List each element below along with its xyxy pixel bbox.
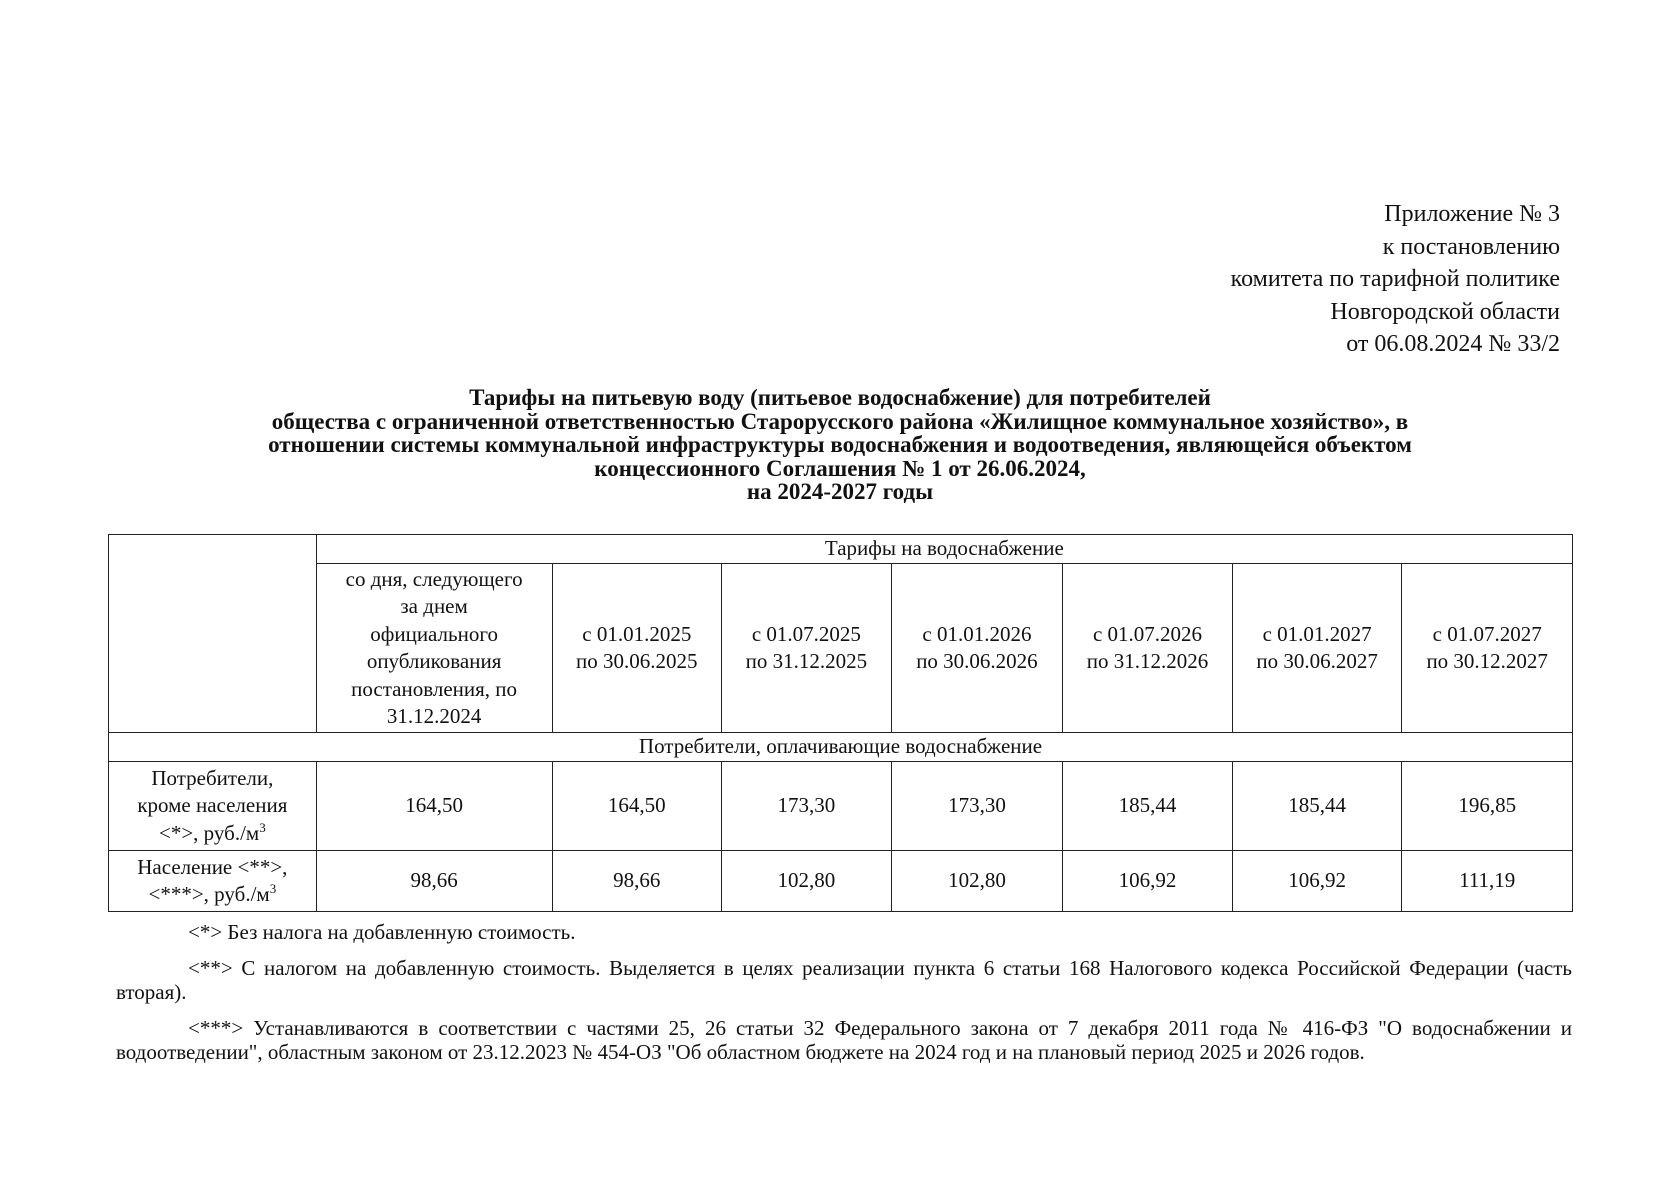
table-row: [109, 851, 1573, 912]
unit-superscript: 3: [259, 819, 266, 835]
title-line: Тарифы на питьевую воду (питьевое водоснабжение) для потребителей: [469, 385, 1211, 410]
period-header-first: [316, 564, 552, 733]
period-header: [552, 564, 722, 733]
period-header: [891, 564, 1063, 733]
period-from: с 01.07.2027: [1432, 621, 1542, 646]
band-cell: Потребители, оплачивающие водоснабжение: [109, 733, 1573, 762]
period-text-line: 31.12.2024: [386, 704, 482, 728]
group-header-cell: Тарифы на водоснабжение: [316, 535, 1572, 564]
appendix-line: комитета по тарифной политике: [1230, 266, 1560, 292]
period-header-row: [109, 564, 1573, 733]
tariff-value: 185,44: [1063, 762, 1233, 851]
period-text-line: опубликования: [366, 649, 502, 673]
row-label-unit-line: [109, 820, 316, 848]
tariff-value: 111,19: [1402, 851, 1573, 912]
tariff-value: 173,30: [722, 762, 892, 851]
title-line: общества с ограниченной ответственностью Старорусского района «Жилищное коммунальное хозяйство», в: [271, 408, 1409, 434]
tariff-value: 106,92: [1063, 851, 1233, 912]
tariff-value: 185,44: [1232, 762, 1402, 851]
footnotes: [116, 920, 1572, 1076]
footnote: <***> Устанавливаются в соответствии с частями 25, 26 статьи 32 Федерального закона от 7 декабря 2011 года № 416-ФЗ "О водоснабжении и водоотведении", областным законом от 23.12.2023 № 454-ОЗ "Об областном бюджете на 2024 год и на плановый период 2025 и 2026 годов.: [116, 1016, 1572, 1064]
title-line: на 2024-2027 годы: [746, 479, 934, 504]
tariff-value: 102,80: [891, 851, 1063, 912]
row-label-unit-line: [109, 881, 316, 909]
period-to: по 31.12.2026: [1086, 649, 1209, 673]
appendix-line: Приложение № 3: [1384, 201, 1560, 227]
table-header-row: [109, 535, 1573, 564]
tariff-value: 164,50: [552, 762, 722, 851]
tariff-value: 164,50: [316, 762, 552, 851]
row-label-line: Потребители,: [151, 765, 274, 790]
appendix-reference: [1231, 198, 1560, 361]
tariff-table: [108, 534, 1573, 912]
row-label: [109, 851, 317, 912]
tariff-value: 102,80: [722, 851, 892, 912]
period-to: по 31.12.2025: [745, 649, 868, 673]
period-from: с 01.07.2025: [751, 621, 861, 646]
period-header: [722, 564, 892, 733]
period-to: по 30.06.2026: [916, 649, 1038, 673]
period-to: по 30.06.2027: [1256, 649, 1378, 673]
title-line: отношении системы коммунальной инфраструктуры водоснабжения и водоотведения, являющейся объектом: [268, 432, 1412, 457]
appendix-line: к постановлению: [1382, 233, 1560, 260]
unit-superscript: 3: [269, 881, 277, 896]
period-from: с 01.01.2026: [922, 621, 1032, 646]
period-header: [1232, 564, 1402, 733]
row-label-line: <*>, руб./м: [159, 820, 260, 845]
tariff-value: 98,66: [552, 851, 722, 912]
period-to: по 30.12.2027: [1426, 649, 1548, 673]
tariff-value: 196,85: [1402, 762, 1573, 851]
tariff-value: 98,66: [316, 851, 552, 912]
row-label-line: кроме населения: [137, 793, 288, 818]
document-title: [100, 386, 1580, 504]
period-text-line: со дня, следующего: [345, 566, 523, 591]
period-text-line: официального: [370, 621, 498, 646]
table-row: [109, 762, 1573, 851]
row-label: [109, 762, 317, 851]
period-header: [1402, 564, 1573, 733]
title-line: концессионного Соглашения № 1 от 26.06.2024,: [594, 455, 1086, 481]
period-header: [1063, 564, 1233, 733]
row-label-line: <***>, руб./м: [148, 882, 270, 906]
period-text-line: за днем: [400, 594, 468, 618]
footnote: <*> Без налога на добавленную стоимость.: [188, 920, 576, 944]
tariff-value: 106,92: [1232, 851, 1402, 912]
period-text-line: постановления, по: [351, 676, 518, 701]
band-row: [109, 733, 1573, 762]
period-from: с 01.07.2026: [1092, 621, 1203, 646]
period-from: с 01.01.2025: [582, 621, 692, 646]
tariff-value: 173,30: [891, 762, 1063, 851]
period-to: по 30.06.2025: [576, 649, 698, 673]
period-from: с 01.01.2027: [1262, 621, 1372, 646]
row-label-line: Население <**>,: [137, 854, 288, 879]
empty-corner-cell: [109, 535, 317, 733]
appendix-line: Новгородской области: [1330, 298, 1560, 325]
footnote: <**> С налогом на добавленную стоимость. Выделяется в целях реализации пункта 6 статьи 168 Налогового кодекса Российской Федерации (часть вторая).: [116, 956, 1572, 1004]
appendix-line: от 06.08.2024 № 33/2: [1346, 331, 1560, 357]
